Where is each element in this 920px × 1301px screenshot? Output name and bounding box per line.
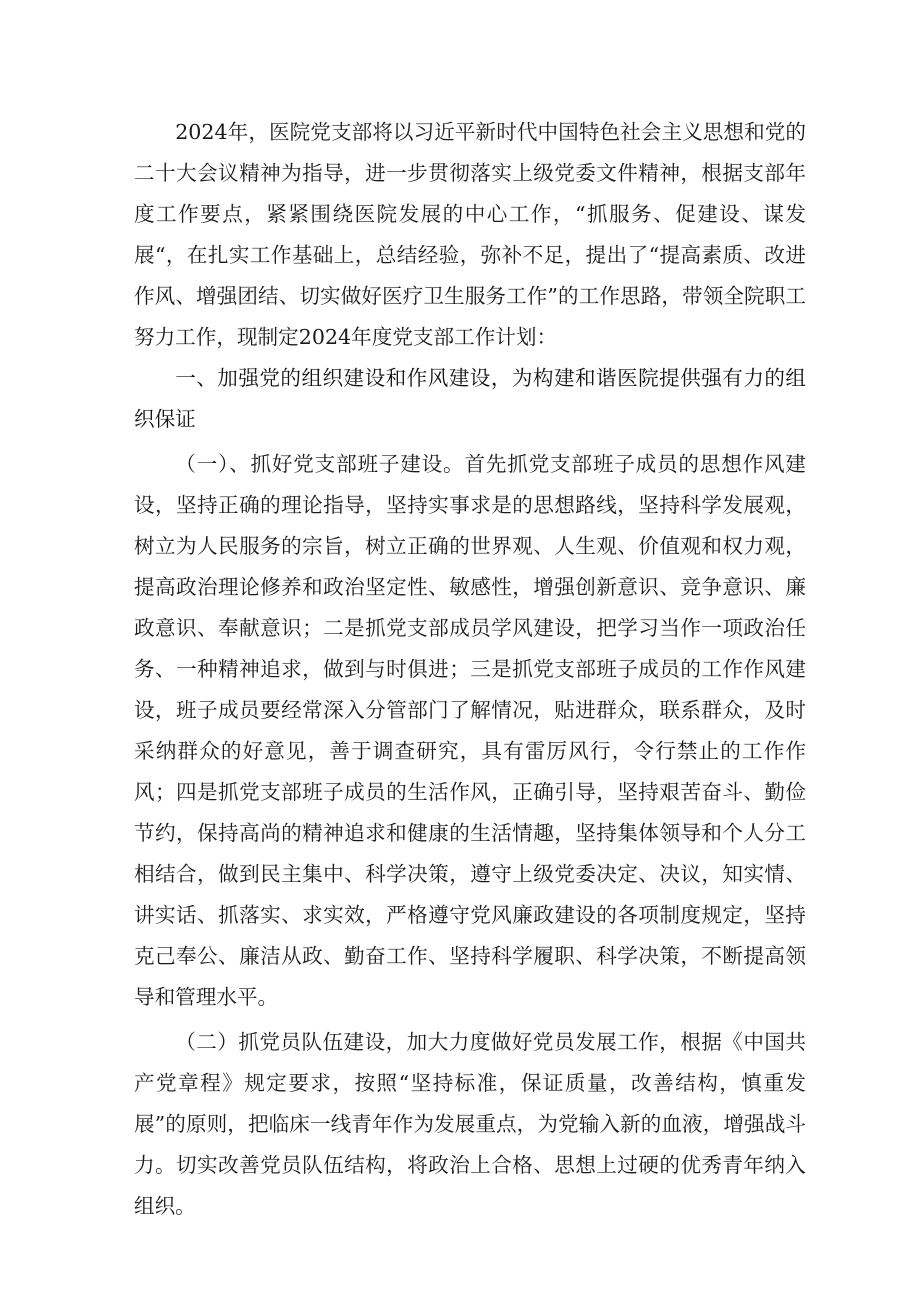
subsection-paragraph-1: （一）、抓好党支部班子建设。首先抓党支部班子成员的思想作风建设，坚持正确的理论指导，坚持实事求是的思想路线，坚持科学发展观，树立为人民服务的宗旨，树立正确的世界观、人生观、价值观和权力观，提高政治理论修养和政治坚定性、敏感性，增强创新意识、竞争意识、廉政意识、奉献意识；二是抓党支部成员学风建设，把学习当作一项政治任务、一种精神追求，做到与时俱进；三是抓党支部班子成员的工作作风建设，班子成员要经常深入分管部门了解情况，贴进群众，联系群众，及时采纳群众的好意见，善于调查研究，具有雷厉风行，令行禁止的工作作风；四是抓党支部班子成员的生活作风，正确引导，坚持艰苦奋斗、勤俭节约，保持高尚的精神追求和健康的生活情趣，坚持集体领导和个人分工相结合，做到民主集中、科学决策，遵守上级党委决定、决议，知实情、讲实话、抓落实、求实效，严格遵守党风廉政建设的各项制度规定，坚持克己奉公、廉洁从政、勤奋工作、坚持科学履职、科学决策，不断提高领导和管理水平。 <box>134 452 806 1009</box>
document-body <box>134 112 806 1227</box>
intro-paragraph: 2024年，医院党支部将以习近平新时代中国特色社会主义思想和党的二十大会议精神为指导，进一步贯彻落实上级党委文件精神，根据支部年度工作要点，紧紧围绕医院发展的中心工作，“抓服务、促建设、谋发展“，在扎实工作基础上，总结经验，弥补不足，提出了“提高素质、改进作风、增强团结、切实做好医疗卫生服务工作”的工作思路，带领全院职工努力工作，现制定2024年度党支部工作计划： <box>134 120 806 349</box>
section-heading-1: 一、加强党的组织建设和作风建设，为构建和谐医院提供强有力的组织保证 <box>134 366 806 431</box>
subsection-paragraph-2: （二）抓党员队伍建设，加大力度做好党员发展工作，根据《中国共产党章程》规定要求，按照“坚持标准，保证质量，改善结构，慎重发展”的原则，把临床一线青年作为发展重点，为党输入新的血液，增强战斗力。切实改善党员队伍结构，将政治上合格、思想上过硬的优秀青年纳入组织。 <box>134 1030 806 1218</box>
